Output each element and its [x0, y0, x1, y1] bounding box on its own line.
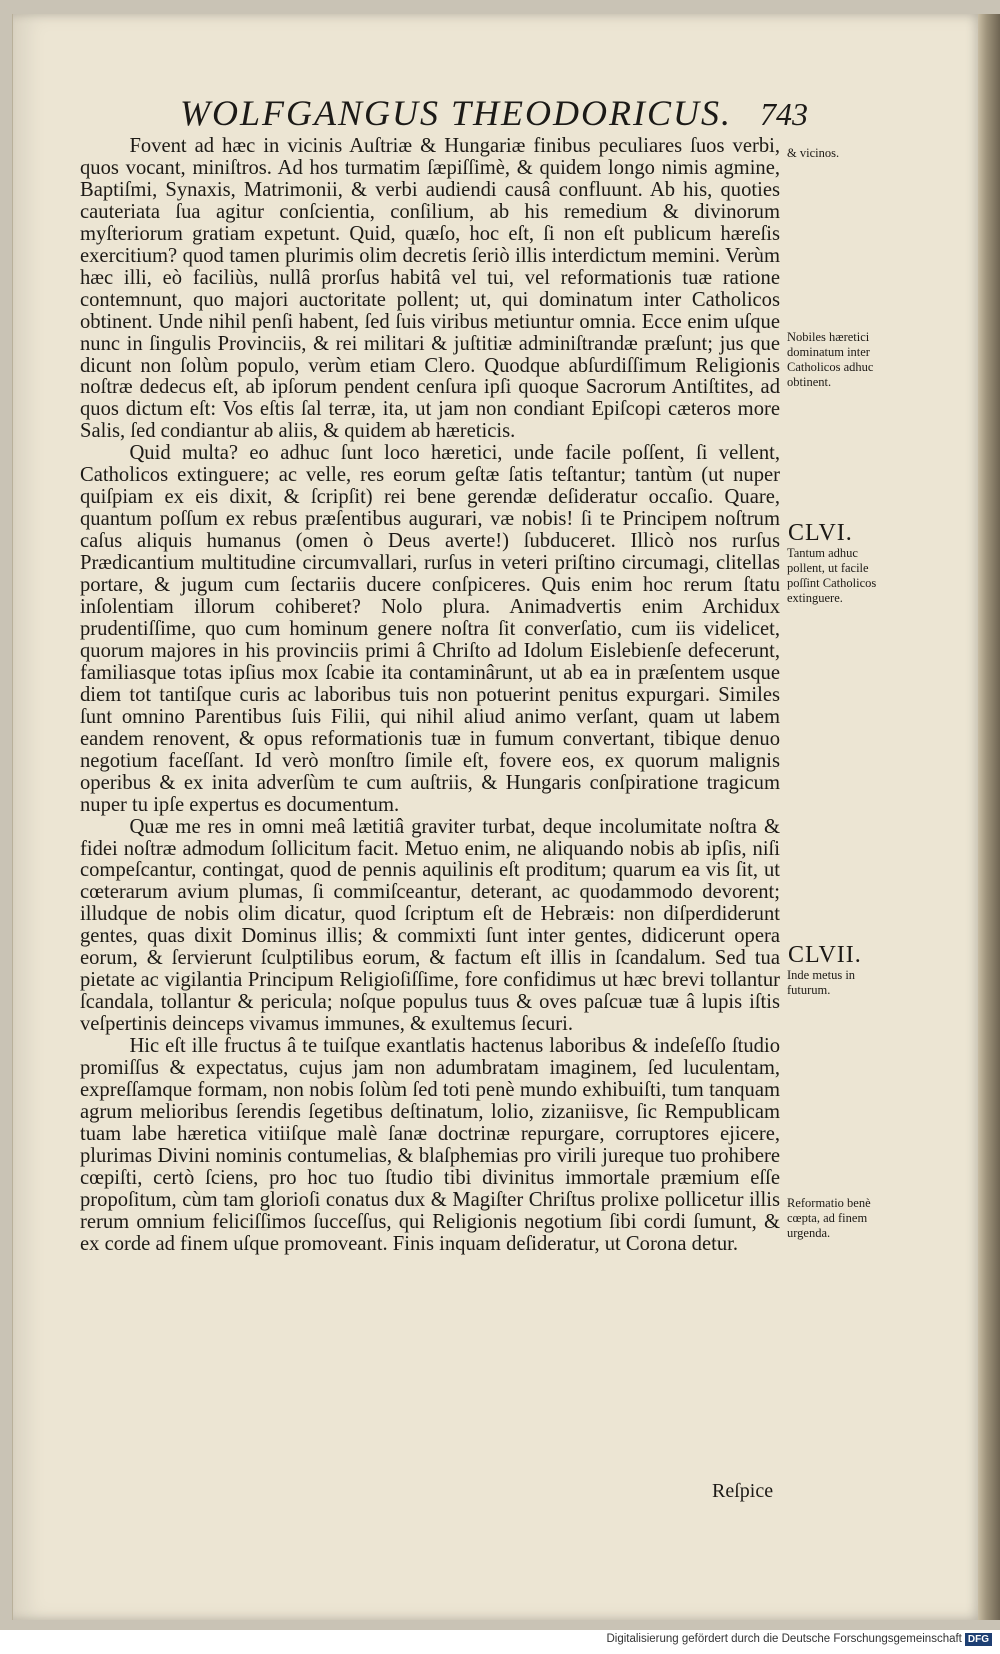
page-edge: [978, 14, 1000, 1620]
margin-note-tantum: Tantum adhuc pollent, ut facile poſſint Catholicos extinguere.: [787, 546, 877, 605]
paragraph-2: Quid multa? eo adhuc ſunt loco hæretici, unde facile poſſent, ſi vellent, Catholicos extinguere; ac velle, res eorum geſtæ ſatis teſtantur; tantùm (ut nuper quiſpiam ex eis dixit, & ſcripſit) rei bene gerendæ deſideratur occaſio. Quare, quantum poſſum ex rebus præſentibus augurari, væ nobis! ſi te Principem noſtrum caſus aliquis humanus (omen ò Deus averte!) ſubduceret. Illicò nos rurſus Prædicantium multitudine circumvallari, rurſus in veteri priſtino circumagi, clitellas portare, & jugum cum ſectariis ducere conſpiceres. Quis enim hoc rerum ſtatu inſolentiam illorum cohiberet? Nolo plura. Animadvertis enim Archidux prudentiſſime, quo cum hominum genere noſtra ſit converſatio, cum iis videlicet, quorum majores in his provinciis primi â Chriſto ad Idolum Eisleb‍ienſe defecerunt, familiasque totas ipſius mox ſcabie ita contaminârunt, ut ab ea in præſentem usque diem tot tantiſque curis ac laboribus tuis non potuerint penitus expurgari. Similes ſunt omnino Parentibus ſuis Filii, qui nihil aliud animo verſant, quam ut labem eandem renovent, & opus reformationis tuæ in fumum convertant, tibique denuo negotium faceſſant. Id verò monſtro ſimile eſt, fovere eos, ex quorum malignis operibus & ex inita adverſùm te cum auſtriis, & Hungaris conſpiratione tragicum nuper tu ipſe expertus es documentum.: [80, 442, 780, 816]
paragraph-1: Fovent ad hæc in vicinis Auſtriæ & Hungariæ finibus peculiares ſuos verbi, quos vocant, miniſtros. Ad hos turmatim ſæpiſſimè, & quidem longo nimis agmine, Baptiſmi, Synaxis, Matrimonii, & verbi audiendi causâ confluunt. Ab his, quoties cauteriata ſua agitur conſcientia, conſilium, ab his remedium & divinorum myſteriorum gratiam expetunt. Quid, quæſo, hoc eſt, ſi non eſt publicum hæreſis exercitium? quod tamen plurimis olim decretis ſeriò illis interdictum memini. Verùm hæc illi, eò faciliùs, nullâ prorſus habitâ vel tui, vel reformationis tuæ ratione contemnunt, quo majori auctoritate pollent; ut, qui dominatum inter Catholicos obtinent. Unde nihil penſi habent, ſed ſuis viribus metiuntur omnia. Ecce enim uſque nunc in ſingulis Provinciis, & rei militari & juſtitiæ adminiſtrandæ præſunt; jus que dicunt non ſolùm populo, verùm etiam Clero. Quodque abſurdiſſimum Religionis noſtræ dedecus eſt, ab ipſorum pendent cenſura ipſi quoque Sacrorum Antiſtites, ad quos dictum eſt: Vos eſtis ſal terræ, ita, ut jam non condiant Epiſcopi cæteros more Salis, ſed condiantur ab aliis, & quidem ab hæreticis.: [80, 136, 780, 443]
margin-note-reformatio: Reformatio benè cœpta, ad finem urgenda.: [787, 1196, 871, 1240]
paragraph-3: Quæ me res in omni meâ lætitiâ graviter turbat, deque incolumitate noſtra & fidei noſtræ admodum ſollicitum facit. Metuo enim, ne aliquando nobis ab ipſis, niſi compeſcantur, contingat, quod de pennis aquilinis eſt proditum; quarum ea vis ſit, ut cœterarum avium plumas, ſi commiſceantur, deterant, ac quodammodo devorent; illudque de nobis olim dicatur, quod ſcriptum eſt de Hebræis: non diſperdiderunt gentes, quas dixit Dominus illis; & commixti ſunt inter gentes, didicerunt opera eorum, & ſervierunt ſculptilibus eorum, & factum eſt illis in ſcandalum. Sed tua pietate ac vigilantia Principum Religioſiſſime, fore confidimus ut hæc brevi tollantur ſcandala, tollantur & pericula; noſque populus tuus & oves paſcuæ tuæ â lupis iſtis veſpertinis deinceps vivamus immunes, & exultemus ſecuri.: [80, 815, 780, 1036]
credit-text: Digitalisierung gefördert durch die Deutsche Forschungsgemeinschaft: [606, 1633, 962, 1645]
chapter-number-clvi: CLVI.: [788, 520, 853, 546]
funding-credit: [606, 1633, 992, 1646]
paragraph-4: Hic eſt ille fructus â te tuiſque exantlatis hactenus laboribus & indeſeſſo ſtudio promiſſus & expectatus, cujus jam non adumbratam imaginem, ſed luculentam, expreſſamque formam, non nobis ſolùm ſed toti penè mundo exhibuiſti, tum tanquam agrum melioribus ſerendis ſegetibus deſtinatum, lolio, zizaniisve, ſic Rempublicam tuam labe hæretica vitiiſque malè ſanæ doctrinæ repurgare, corruptores ejicere, plurimas Divini nominis contumelias, & blaſphemias pro virili jureque tuo prohibere cœpiſti, certò ſciens, pro hoc tuo ſtudio tibi divinitus immortale præmium eſſe propoſitum, cùm tam glorioſi conatus dux & Magiſter Chriſtus prolixe pollicetur illis rerum omnium feliciſſimos ſucceſſus, qui Religionis negotium ſibi cordi ſumunt, & ex corde ad finem uſque promoveant. Finis inquam deſideratur, ut Corona detur.: [80, 1035, 780, 1255]
margin-note-inde: Inde metus in futurum.: [787, 968, 856, 997]
page-number: 743: [760, 96, 808, 132]
margin-note-nobiles: Nobiles hæretici dominatum inter Catholicos adhuc obtinent.: [787, 330, 874, 389]
main-text: [80, 136, 780, 1466]
dfg-logo: DFG: [965, 1633, 992, 1646]
chapter-number-clvii: CLVII.: [788, 942, 862, 968]
margin-note-vicinos: & vicinos.: [787, 146, 840, 160]
running-title: WOLFGANGUS THEODORICUS.: [180, 93, 732, 133]
catchword: Reſpice: [712, 1480, 774, 1502]
